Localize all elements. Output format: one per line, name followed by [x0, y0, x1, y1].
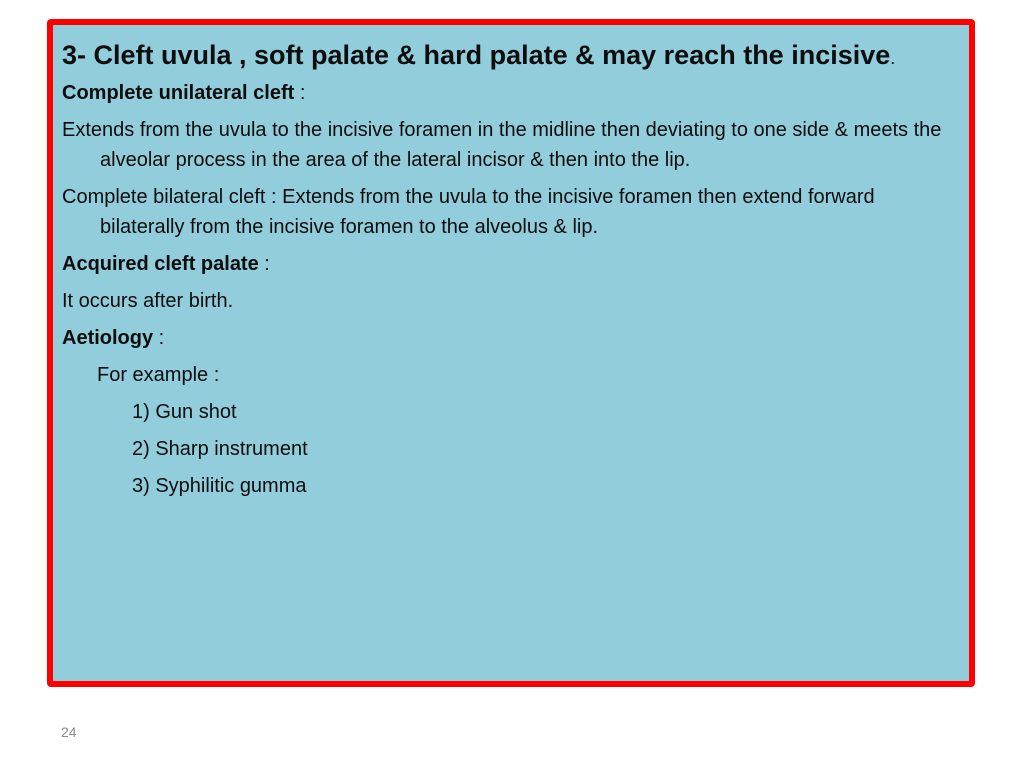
page-number: 24 [61, 724, 77, 740]
content-box [47, 19, 975, 687]
aetiology-item-2: 2) Sharp instrument [132, 438, 308, 460]
slide-text [62, 35, 957, 508]
unilateral-title: Complete unilateral cleft [62, 82, 295, 104]
aetiology-colon: : [153, 327, 165, 349]
example-label: For example : [97, 364, 220, 386]
unilateral-colon: : [294, 82, 306, 104]
acquired-colon: : [258, 253, 270, 275]
heading-period: . [890, 48, 896, 68]
unilateral-description: Extends from the uvula to the incisive foramen in the midline then deviating to one side & meets the alveolar process in the area of the lateral incisor & then into the lip. [62, 119, 942, 171]
heading-text: 3- Cleft uvula , soft palate & hard palate & may reach the incisive [62, 40, 891, 70]
acquired-title: Acquired cleft palate [62, 253, 259, 275]
bilateral-description: Complete bilateral cleft : Extends from the uvula to the incisive foramen then extend forward bilaterally from the incisive foramen to the alveolus & lip. [62, 186, 875, 238]
acquired-title-line [62, 249, 957, 279]
heading [62, 35, 957, 78]
aetiology-title-line [62, 323, 957, 353]
unilateral-title-line [62, 78, 957, 108]
aetiology-title: Aetiology [62, 327, 154, 349]
aetiology-item-3: 3) Syphilitic gumma [132, 475, 307, 497]
acquired-description: It occurs after birth. [62, 290, 234, 312]
aetiology-item-1: 1) Gun shot [132, 401, 237, 423]
